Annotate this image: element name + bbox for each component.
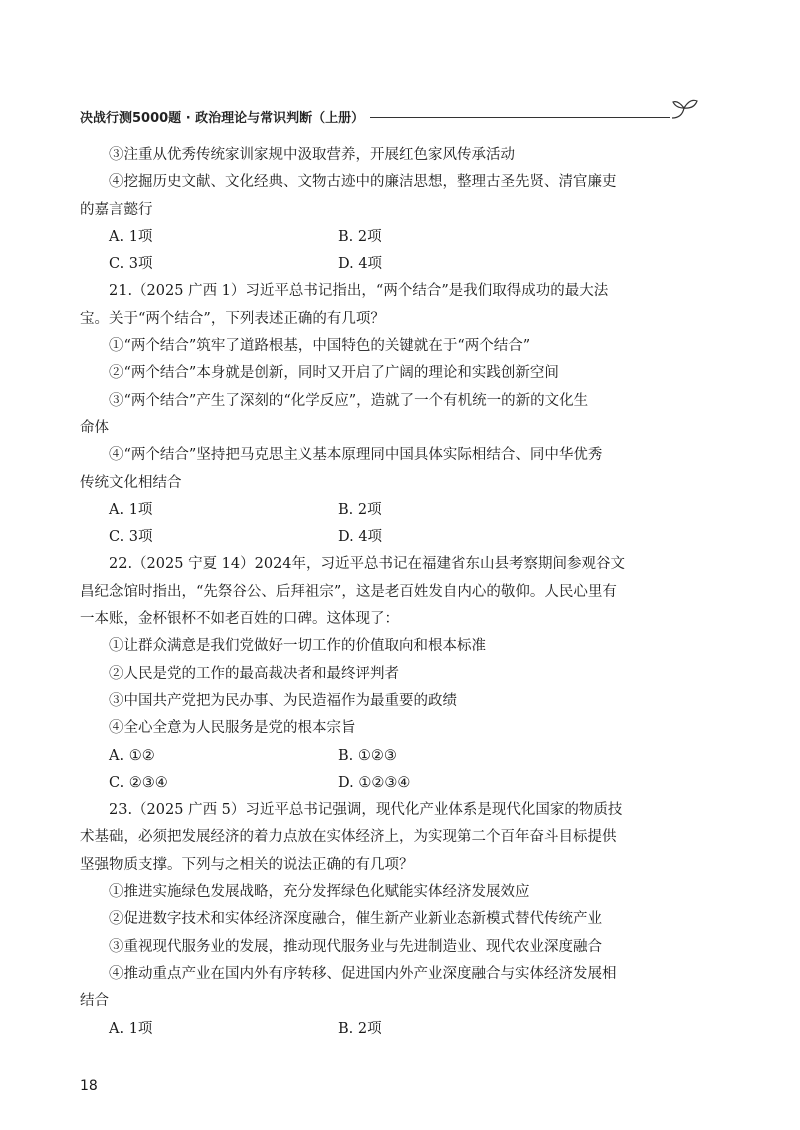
text-line: 一本账，金杯银杯不如老百姓的口碑。这体现了： [80, 611, 399, 628]
answer-options-row [80, 497, 680, 524]
answer-option: D. ①②③④ [338, 774, 411, 791]
text-line: ②人民是党的工作的最高裁决者和最终评判者 [109, 665, 399, 682]
answer-option: A. ①② [109, 747, 155, 764]
answer-option: A. 1项 [109, 228, 153, 245]
text-line: 21.（2025 广西 1）习近平总书记指出，“两个结合”是我们取得成功的最大法 [109, 283, 609, 300]
answer-option: B. 2项 [338, 228, 382, 245]
text-line: 昌纪念馆时指出，“先祭谷公、后拜祖宗”，这是老百姓发自内心的敬仰。人民心里有 [80, 583, 617, 600]
text-line: ①推进实施绿色发展战略，充分发挥绿色化赋能实体经济发展效应 [109, 884, 530, 901]
text-line: ④挖掘历史文献、文化经典、文物古迹中的廉洁思想，整理古圣先贤、清官廉吏 [109, 174, 617, 191]
page-number: 18 [80, 1078, 98, 1094]
text-line: ④全心全意为人民服务是党的根本宗旨 [109, 720, 356, 737]
text-line: ④“两个结合”坚持把马克思主义基本原理同中国具体实际相结合、同中华优秀 [109, 447, 603, 464]
text-line: 结合 [80, 993, 109, 1010]
answer-options-row [80, 770, 680, 797]
text-line: ③中国共产党把为民办事、为民造福作为最重要的政绩 [109, 692, 457, 709]
text-line: 传统文化相结合 [80, 474, 182, 491]
answer-options-row [80, 743, 680, 770]
answer-options-row [80, 251, 680, 278]
text-line: ③“两个结合”产生了深刻的“化学反应”，造就了一个有机统一的新的文化生 [109, 392, 589, 409]
text-line: ②促进数字技术和实体经济深度融合，催生新产业新业态新模式替代传统产业 [109, 911, 602, 928]
answer-option: C. ②③④ [109, 774, 168, 791]
text-line: ③重视现代服务业的发展，推动现代服务业与先进制造业、现代农业深度融合 [109, 938, 602, 955]
page-body [80, 142, 680, 1043]
text-line: ①“两个结合”筑牢了道路根基，中国特色的关键就在于“两个结合” [109, 338, 531, 355]
text-line: ④推动重点产业在国内外有序转移、促进国内外产业深度融合与实体经济发展相 [109, 965, 617, 982]
answer-option: C. 3项 [109, 529, 153, 546]
header-rule [370, 117, 670, 118]
text-line: ①让群众满意是我们党做好一切工作的价值取向和根本标准 [109, 638, 486, 655]
text-line: 坚强物质支撑。下列与之相关的说法正确的有几项？ [80, 856, 414, 873]
answer-option: C. 3项 [109, 256, 153, 273]
text-line: 22.（2025 宁夏 14）2024年，习近平总书记在福建省东山县考察期间参观谷文 [109, 556, 626, 573]
running-header [80, 104, 700, 128]
answer-options-row [80, 224, 680, 251]
text-line: ②“两个结合”本身就是创新，同时又开启了广阔的理论和实践创新空间 [109, 365, 559, 382]
answer-option: D. 4项 [338, 529, 383, 546]
text-line: 命体 [80, 419, 109, 436]
book-title: 决战行测5000题 · 政治理论与常识判断（上册） [80, 110, 365, 126]
text-line: ③注重从优秀传统家训家规中汲取营养，开展红色家风传承活动 [109, 147, 515, 163]
sprout-icon [670, 96, 700, 122]
answer-options-row [80, 524, 680, 551]
answer-options-row [80, 1016, 680, 1043]
text-line: 术基础，必须把发展经济的着力点放在实体经济上，为实现第二个百年奋斗目标提供 [80, 829, 617, 846]
text-line: 宝。关于“两个结合”，下列表述正确的有几项？ [80, 310, 385, 327]
answer-option: B. 2项 [338, 1020, 382, 1037]
text-line: 23.（2025 广西 5）习近平总书记强调，现代化产业体系是现代化国家的物质技 [109, 802, 623, 819]
answer-option: D. 4项 [338, 256, 383, 273]
answer-option: B. ①②③ [338, 747, 397, 764]
text-line: 的嘉言懿行 [80, 201, 153, 218]
answer-option: A. 1项 [109, 1020, 153, 1037]
answer-option: A. 1项 [109, 501, 153, 518]
answer-option: B. 2项 [338, 501, 382, 518]
